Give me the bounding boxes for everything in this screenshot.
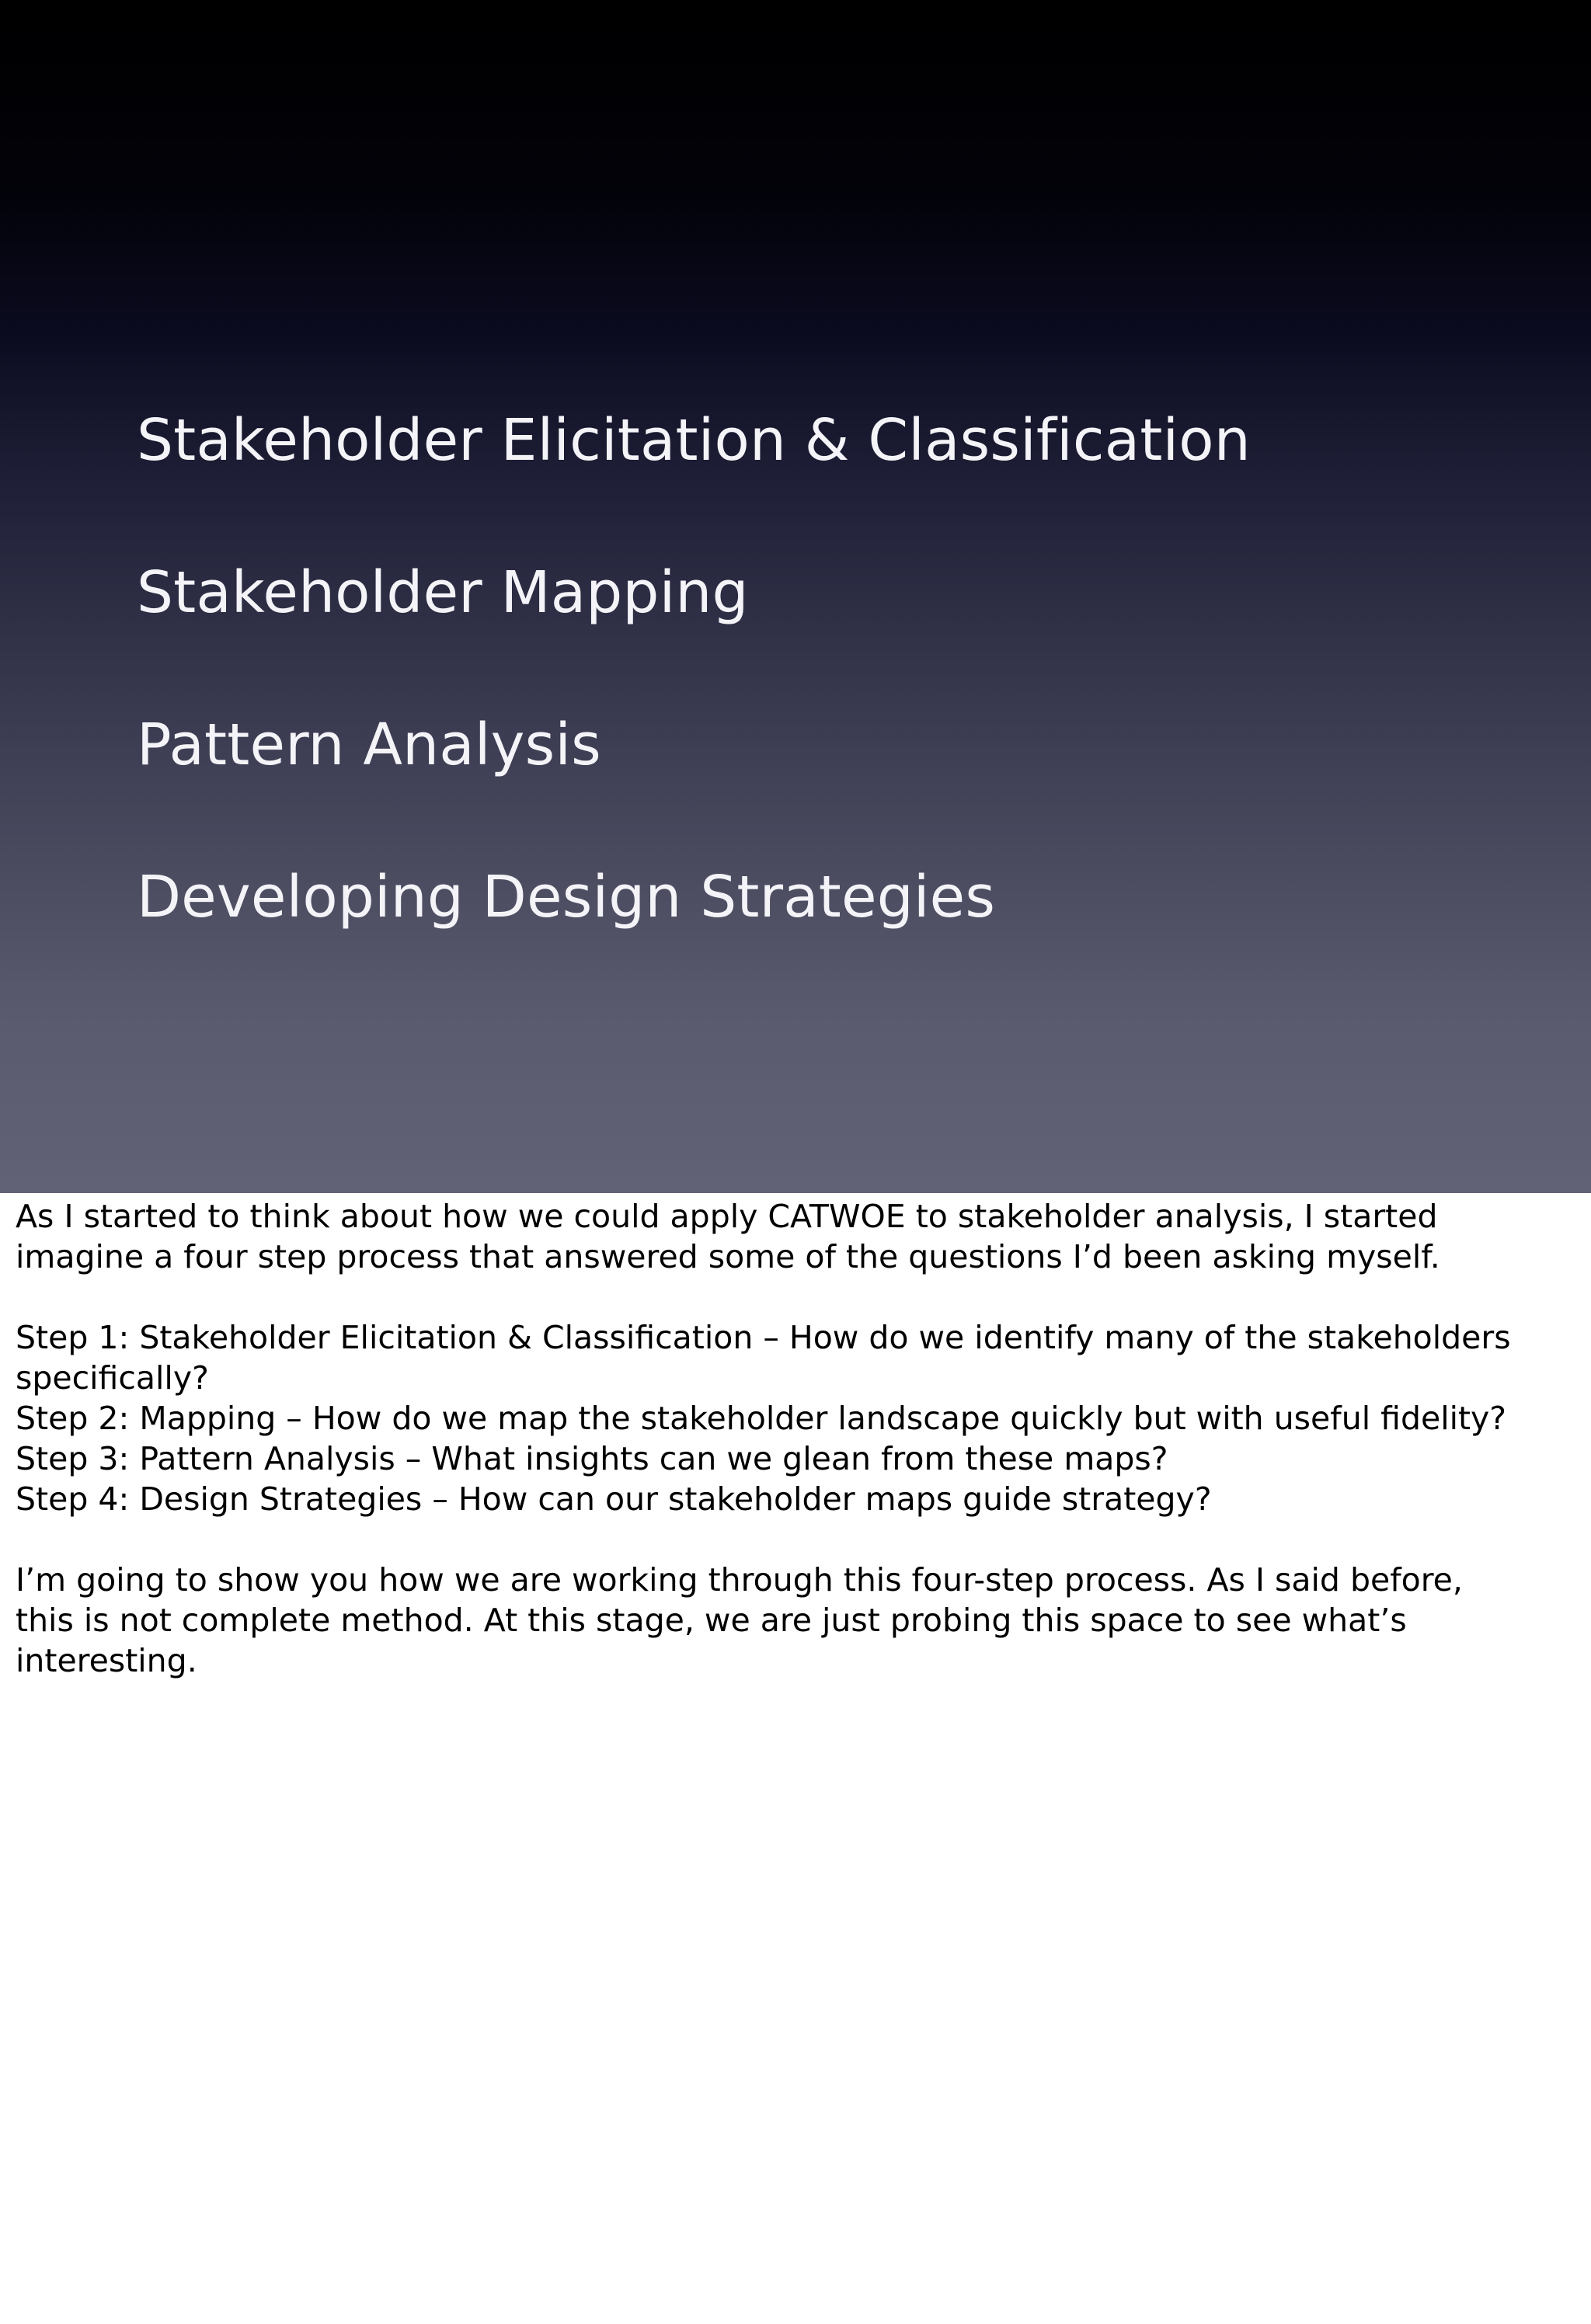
notes-intro-line-2: imagine a four step process that answered some of the questions I’d been asking myself. [16, 1238, 1440, 1275]
speaker-notes [16, 1196, 1577, 1681]
slide-bullet-design-strategies: Developing Design Strategies [137, 864, 996, 931]
notes-step-3: Step 3: Pattern Analysis – What insights can we glean from these maps? [16, 1440, 1168, 1477]
notes-step-4: Step 4: Design Strategies – How can our stakeholder maps guide strategy? [16, 1480, 1212, 1518]
notes-step-1-line-2: specifically? [16, 1359, 209, 1397]
slide-bullet-mapping: Stakeholder Mapping [137, 559, 749, 626]
notes-closing-line-2: this is not complete method. At this stage, we are just probing this space to see what’s [16, 1602, 1407, 1639]
notes-spacer [16, 1519, 1577, 1560]
notes-step-2: Step 2: Mapping – How do we map the stakeholder landscape quickly but with useful fidelity? [16, 1400, 1507, 1437]
slide-bullet-pattern-analysis: Pattern Analysis [137, 711, 601, 778]
notes-closing-line-3: interesting. [16, 1642, 197, 1679]
notes-step-1-line-1: Step 1: Stakeholder Elicitation & Classification – How do we identify many of the stakeholders [16, 1319, 1511, 1356]
notes-closing-line-1: I’m going to show you how we are working through this four-step process. As I said before, [16, 1561, 1463, 1599]
notes-intro-line-1: As I started to think about how we could apply CATWOE to stakeholder analysis, I started [16, 1198, 1438, 1235]
notes-spacer [16, 1277, 1577, 1317]
slide-bullet-elicitation: Stakeholder Elicitation & Classification [137, 407, 1251, 474]
slide-bullet-list [137, 407, 1251, 1021]
